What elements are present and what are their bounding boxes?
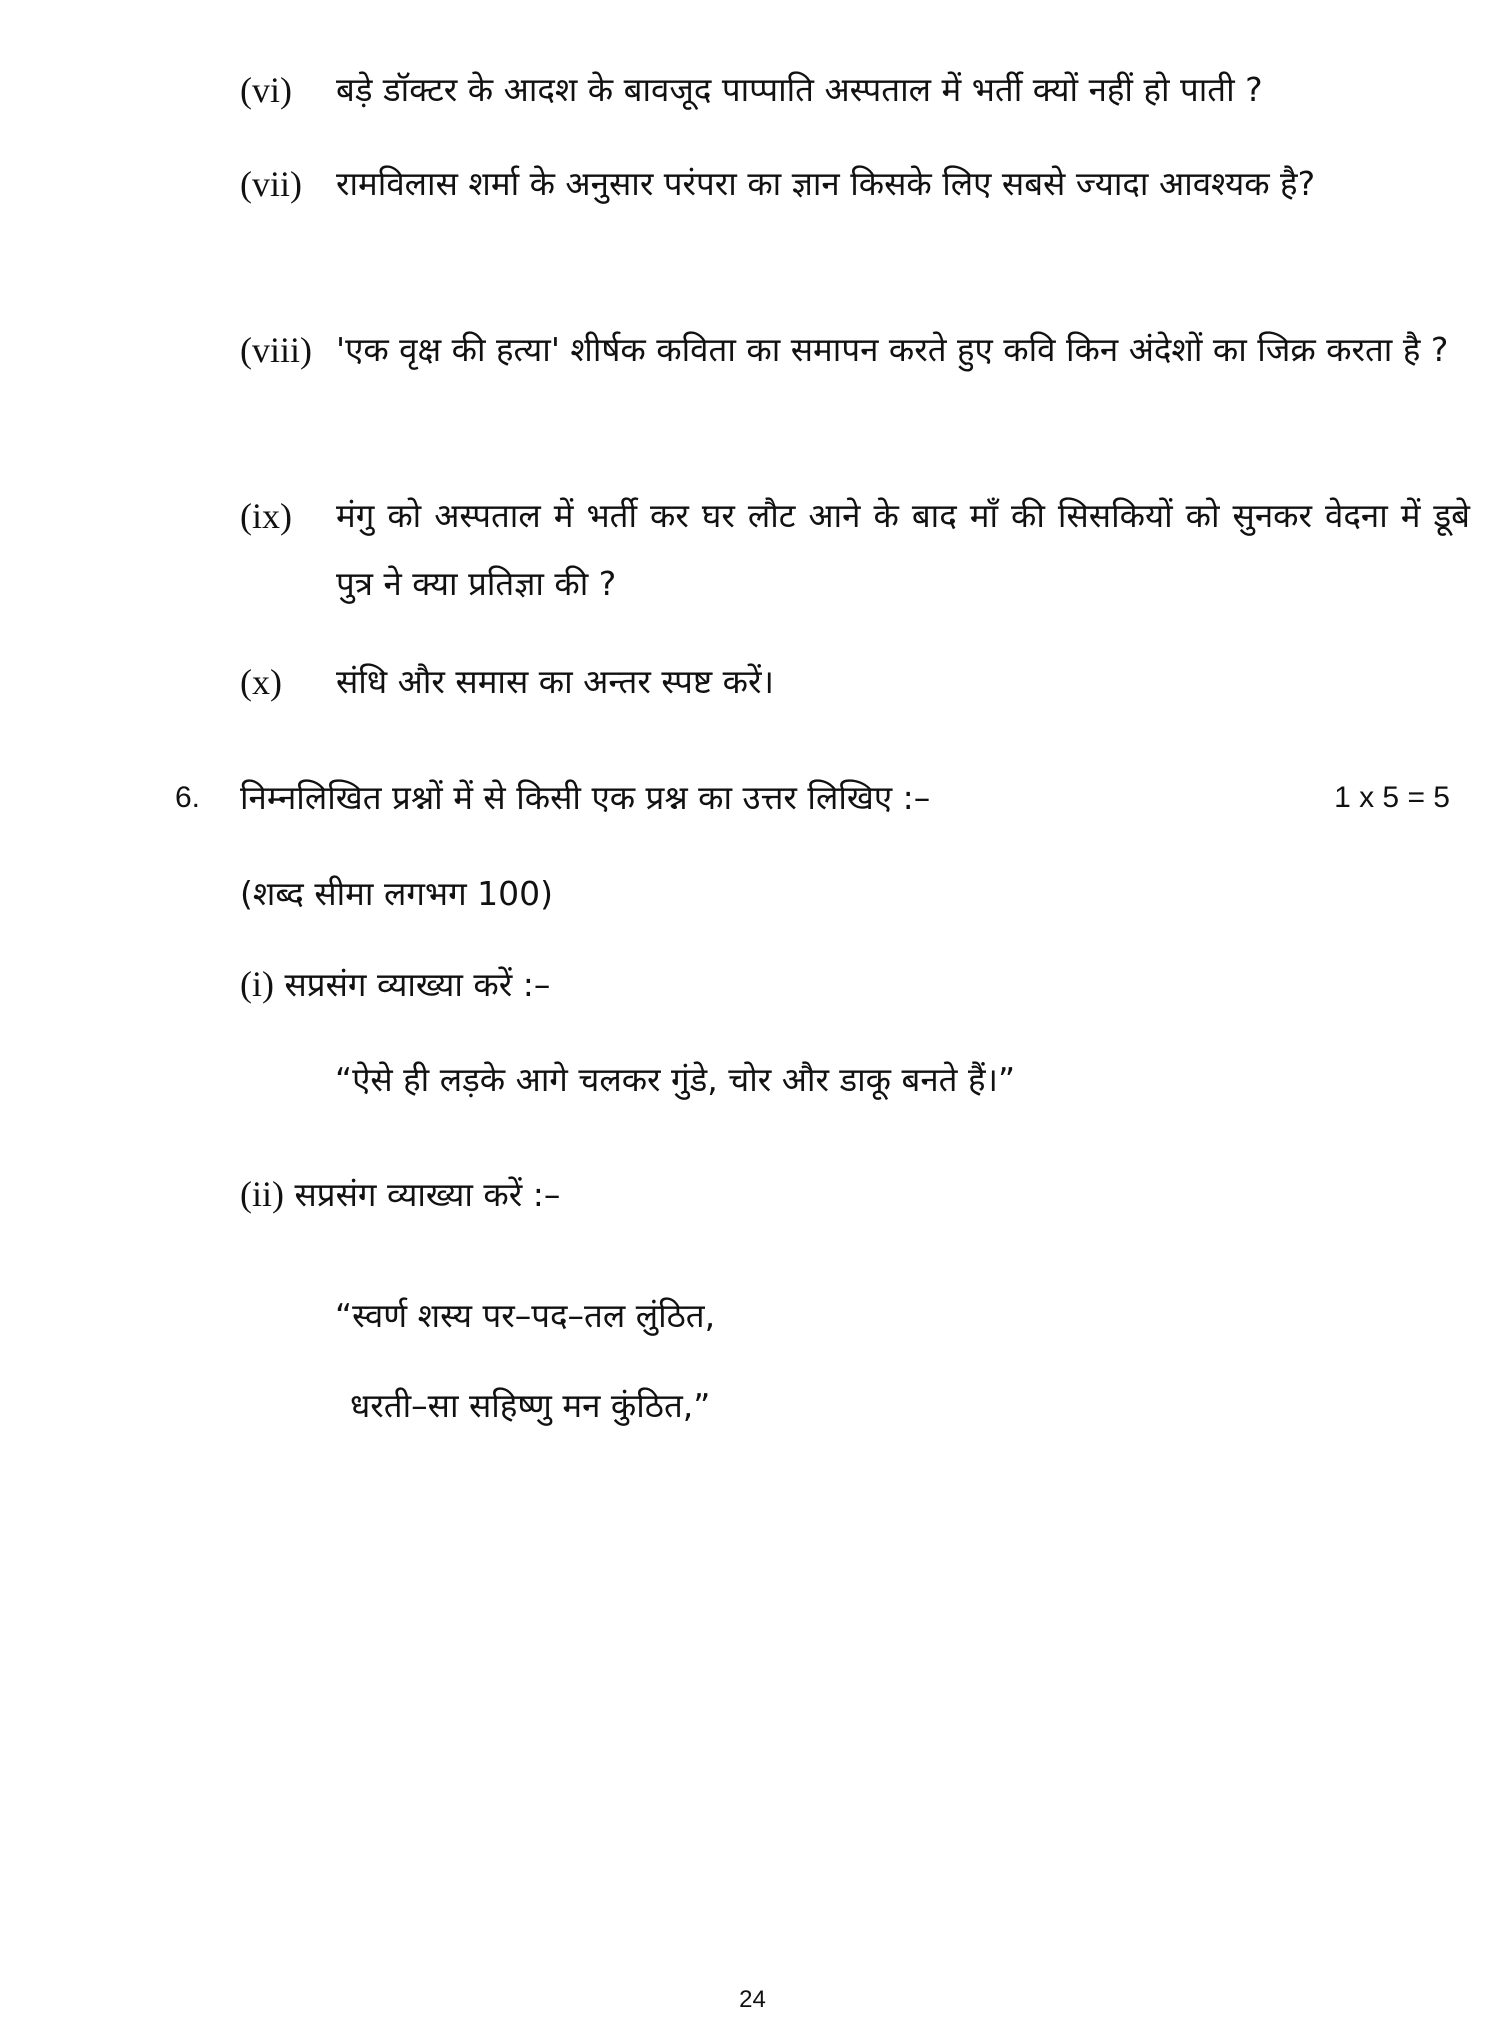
- word-limit-note: (शब्द सीमा लगभग 100): [240, 874, 554, 913]
- question-text: निम्नलिखित प्रश्नों में से किसी एक प्रश्न का उत्तर लिखिए :–: [240, 778, 931, 817]
- part-ii-heading: [240, 1168, 560, 1221]
- page-number: 24: [739, 1986, 766, 2013]
- question-text: संधि और समास का अन्तर स्पष्ट करें।: [336, 662, 775, 701]
- marks-label: 1 x 5 = 5: [1334, 781, 1450, 814]
- question-text: रामविलास शर्मा के अनुसार परंपरा का ज्ञान किसके लिए सबसे ज्यादा आवश्यक है?: [336, 164, 1316, 203]
- part-number: (ii): [240, 1174, 284, 1214]
- question-vii: [240, 150, 1470, 218]
- part-number: (i): [240, 964, 274, 1004]
- part-i-heading: [240, 958, 550, 1011]
- part-ii-quote-line-1: “स्वर्ण शस्य पर–पद–तल लुंठित,: [335, 1296, 716, 1335]
- question-number: (viii): [240, 330, 312, 370]
- question-ix: [240, 482, 1470, 618]
- question-vi: [240, 56, 1470, 124]
- question-viii: [240, 316, 1470, 384]
- question-text: मंगु को अस्पताल में भर्ती कर घर लौट आने के बाद माँ की सिसकियों को सुनकर वेदना में डूबे पुत्र ने क्या प्रतिज्ञा की ?: [336, 496, 1470, 603]
- question-number: (vi): [240, 70, 292, 110]
- part-ii-quote-line-2: धरती–सा सहिष्णु मन कुंठित,”: [350, 1386, 711, 1425]
- question-number: (x): [240, 662, 282, 702]
- question-text: 'एक वृक्ष की हत्या' शीर्षक कविता का समापन करते हुए कवि किन अंदेशों का जिक्र करता है ?: [336, 330, 1449, 369]
- part-label: सप्रसंग व्याख्या करें :–: [284, 965, 551, 1004]
- part-i-quote: “ऐसे ही लड़के आगे चलकर गुंडे, चोर और डाकू बनते हैं।”: [335, 1060, 1016, 1099]
- question-number: (vii): [240, 164, 302, 204]
- question-x: [240, 648, 1470, 716]
- question-text: बड़े डॉक्टर के आदश के बावजूद पाप्पाति अस्पताल में भर्ती क्यों नहीं हो पाती ?: [336, 70, 1263, 109]
- question-number: 6.: [175, 781, 201, 814]
- question-number: (ix): [240, 496, 292, 536]
- part-label: सप्रसंग व्याख्या करें :–: [294, 1175, 561, 1214]
